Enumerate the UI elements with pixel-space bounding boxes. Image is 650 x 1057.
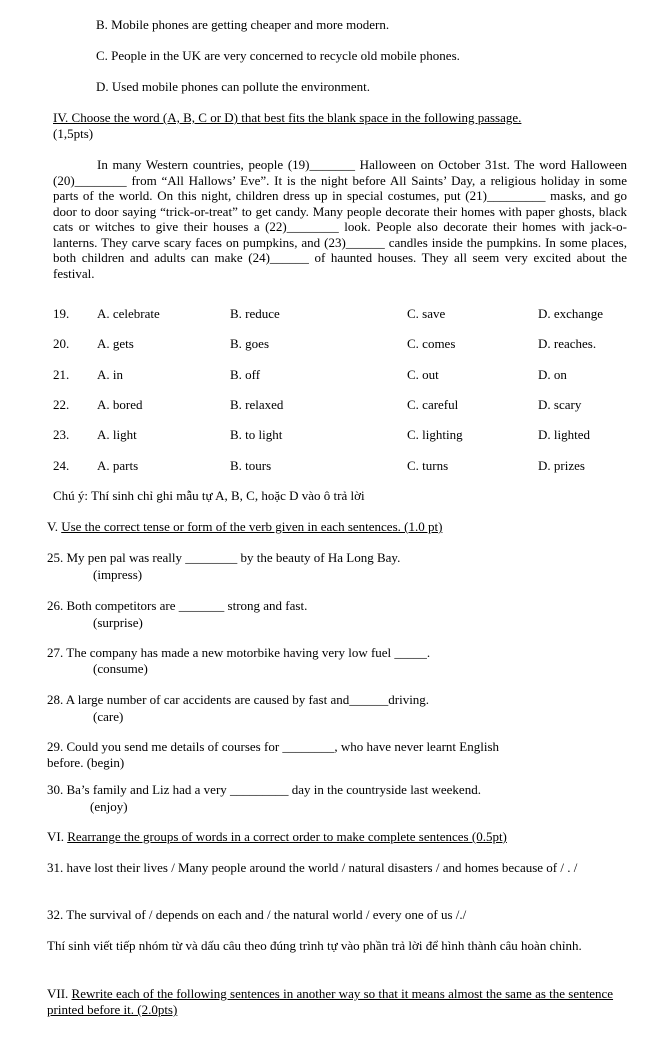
choice-c: C. lighting: [407, 427, 463, 442]
choice-b: B. relaxed: [230, 397, 284, 412]
choice-a: A. celebrate: [97, 306, 160, 321]
choice-d: D. on: [538, 367, 567, 382]
choice-d: D. scary: [538, 397, 582, 412]
section-6-heading: [47, 829, 507, 845]
option-c: C. People in the UK are very concerned to recycle old mobile phones.: [96, 48, 460, 63]
question-27: 27. The company has made a new motorbike having very low fuel _____.: [47, 645, 431, 660]
choice-a: A. gets: [97, 336, 134, 351]
question-number: 20.: [53, 336, 70, 351]
choice-c: C. save: [407, 306, 446, 321]
choice-d: D. lighted: [538, 427, 590, 442]
choice-a: A. parts: [97, 458, 139, 473]
hint-30: (enjoy): [90, 799, 128, 814]
hint-28: (care): [93, 709, 124, 724]
choice-b: B. goes: [230, 336, 269, 351]
choice-c: C. out: [407, 367, 439, 382]
choice-a: A. light: [97, 427, 137, 442]
answer-note: Chú ý: Thí sinh chỉ ghi mẫu tự A, B, C, hoặc D vào ô trả lời: [53, 488, 365, 503]
choice-d: D. reaches.: [538, 336, 597, 351]
question-number: 23.: [53, 427, 70, 442]
section-5-heading: [47, 519, 442, 535]
hint-27: (consume): [93, 661, 148, 676]
hint-29: before. (begin): [47, 755, 125, 770]
option-b: B. Mobile phones are getting cheaper and more modern.: [96, 17, 390, 32]
choice-b: B. reduce: [230, 306, 280, 321]
question-number: 22.: [53, 397, 70, 412]
question-number: 24.: [53, 458, 70, 473]
section-4-points: (1,5pts): [53, 126, 94, 141]
section-6-note: Thí sinh viết tiếp nhóm từ và dấu câu theo đúng trình tự vào phần trả lời để hình thành câu hoàn chỉnh.: [47, 938, 582, 953]
question-25: 25. My pen pal was really ________ by the beauty of Ha Long Bay.: [47, 550, 401, 565]
choice-b: B. off: [230, 367, 261, 382]
section-5-number: V.: [47, 519, 62, 534]
hint-25: (impress): [93, 567, 143, 582]
choice-a: A. bored: [97, 397, 143, 412]
question-number: 21.: [53, 367, 70, 382]
question-30: 30. Ba’s family and Liz had a very _________ day in the countryside last weekend.: [47, 782, 481, 797]
question-31: 31. have lost their lives / Many people around the world / natural disasters / and homes because of / . /: [47, 860, 578, 875]
section-7-number: VII.: [47, 986, 72, 1001]
section-4-heading: IV. Choose the word (A, B, C or D) that best fits the blank space in the following passage.: [53, 110, 522, 125]
option-d: D. Used mobile phones can pollute the environment.: [96, 79, 371, 94]
choice-b: B. tours: [230, 458, 272, 473]
section-7-heading: [47, 986, 627, 1018]
section-7-title: Rewrite each of the following sentences in another way so that it means almost the same as the sentence printed before it. (2.0pts): [47, 986, 614, 1017]
choice-c: C. careful: [407, 397, 459, 412]
question-29: 29. Could you send me details of courses for ________, who have never learnt English: [47, 739, 500, 754]
section-6-number: VI.: [47, 829, 68, 844]
question-number: 19.: [53, 306, 70, 321]
choice-b: B. to light: [230, 427, 283, 442]
question-32: 32. The survival of / depends on each and / the natural world / every one of us /./: [47, 907, 467, 922]
hint-26: (surprise): [93, 615, 143, 630]
section-5-title: Use the correct tense or form of the verb given in each sentences. (1.0 pt): [61, 519, 443, 534]
choice-c: C. comes: [407, 336, 456, 351]
choice-c: C. turns: [407, 458, 449, 473]
section-6-title: Rearrange the groups of words in a correct order to make complete sentences (0.5pt): [67, 829, 507, 844]
choice-d: D. exchange: [538, 306, 603, 321]
question-28: 28. A large number of car accidents are caused by fast and______driving.: [47, 692, 430, 707]
passage: In many Western countries, people (19)_______ Halloween on October 31st. The word Halloween (20)________ from “All Hallows’ Eve”. It is the night before All Saints’ Day, a religious holiday in some parts of the world. On this night, children dress up in special costumes, put (21)_________ masks, and go door to door saying “trick-or-treat” to get candy. Many people decorate their homes with paper ghosts, black cats or witches to give their houses a (22)________ look. People also decorate their homes with jack-o-lanterns. They carve scary faces on pumpkins, and (23)______ candles inside the pumpkins. In some places, both children and adults can make (24)______ of haunted houses. They all seem very excited about the festival.: [53, 157, 627, 281]
question-26: 26. Both competitors are _______ strong and fast.: [47, 598, 308, 613]
choice-a: A. in: [97, 367, 123, 382]
choice-d: D. prizes: [538, 458, 585, 473]
